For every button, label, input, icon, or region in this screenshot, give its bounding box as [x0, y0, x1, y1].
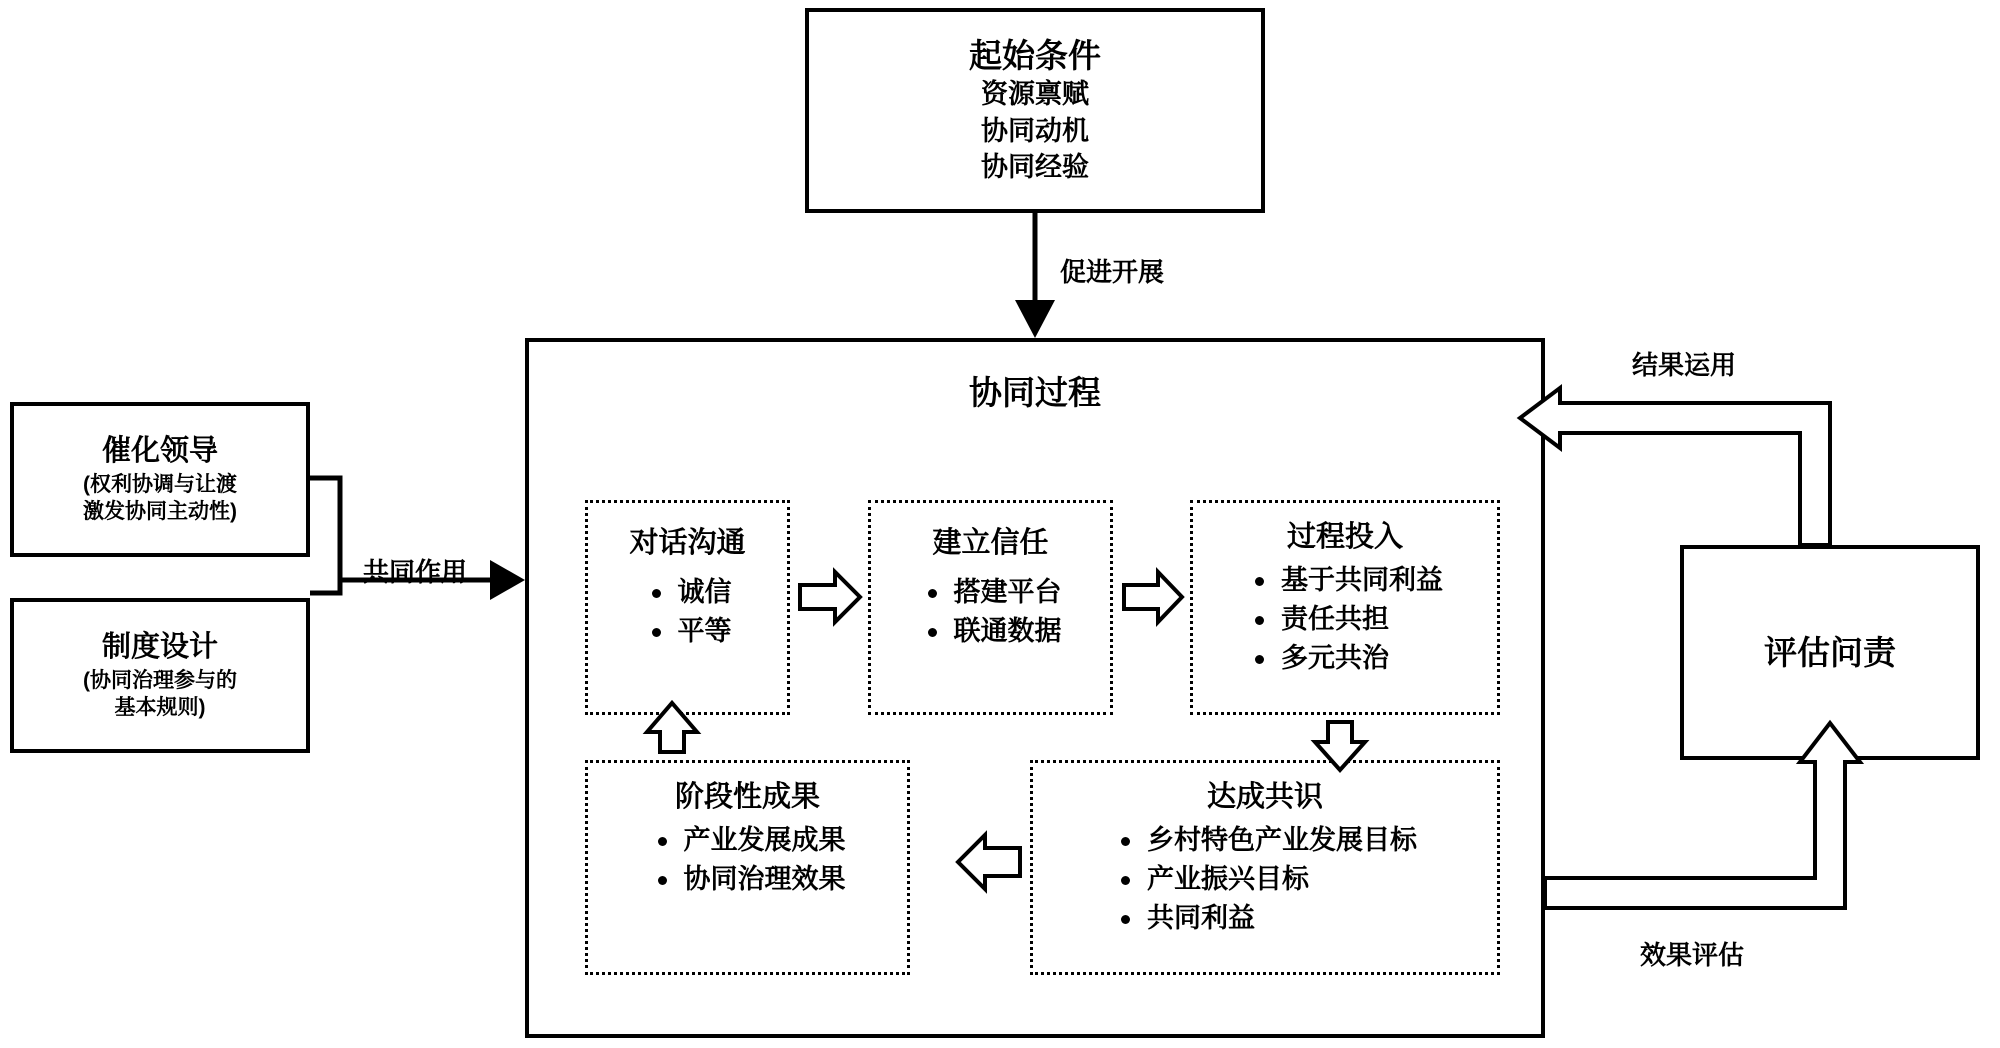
start-condition-line-3: 协同经验	[981, 152, 1089, 183]
catalytic-leadership-note-1: (权利协调与让渡	[83, 473, 237, 497]
node-input-item-3: 多元共治	[1247, 639, 1443, 678]
start-condition-box	[805, 8, 1265, 213]
node-reach-consensus	[1030, 760, 1500, 975]
institutional-design-heading: 制度设计	[101, 631, 218, 664]
node-consensus-item-3: 共同利益	[1113, 899, 1417, 938]
institutional-design-note-1: (协同治理参与的	[83, 669, 237, 693]
catalytic-leadership-box	[10, 402, 310, 557]
catalytic-leadership-note-2: 激发协同主动性)	[83, 500, 237, 524]
node-input-item-2: 责任共担	[1247, 600, 1443, 639]
institutional-design-note-2: 基本规则)	[114, 696, 206, 720]
node-consensus-title: 达成共识	[1206, 781, 1323, 813]
catalytic-leadership-heading: 催化领导	[101, 435, 218, 468]
node-input-title: 过程投入	[1286, 521, 1403, 553]
node-phased-results	[585, 760, 910, 975]
arrow-start-to-process	[1015, 213, 1055, 338]
label-result-use: 结果运用	[1632, 350, 1737, 380]
node-results-item-2: 协同治理效果	[650, 860, 846, 899]
node-results-item-1: 产业发展成果	[650, 821, 846, 860]
evaluation-accountability-heading: 评估问责	[1764, 633, 1896, 671]
node-consensus-item-2: 产业振兴目标	[1113, 860, 1417, 899]
label-start-to-process: 促进开展	[1060, 257, 1165, 287]
node-consensus-item-1: 乡村特色产业发展目标	[1113, 821, 1417, 860]
node-trust-title: 建立信任	[932, 527, 1049, 559]
institutional-design-box	[10, 598, 310, 753]
node-dialogue-title: 对话沟通	[629, 527, 746, 559]
node-dialogue-item-2: 平等	[644, 612, 732, 651]
node-dialogue-communication	[585, 500, 790, 715]
node-input-item-1: 基于共同利益	[1247, 561, 1443, 600]
start-condition-line-1: 资源禀赋	[981, 79, 1089, 110]
node-process-input	[1190, 500, 1500, 715]
node-trust-item-1: 搭建平台	[920, 573, 1062, 612]
label-effect-eval: 效果评估	[1640, 940, 1745, 970]
collaboration-process-heading: 协同过程	[969, 374, 1101, 411]
arrow-evaluation-to-process	[1520, 388, 1830, 545]
evaluation-accountability-box	[1680, 545, 1980, 760]
label-left-to-process: 共同作用	[363, 557, 468, 587]
node-build-trust	[868, 500, 1113, 715]
node-results-title: 阶段性成果	[674, 781, 820, 813]
node-dialogue-item-1: 诚信	[644, 573, 732, 612]
node-trust-item-2: 联通数据	[920, 612, 1062, 651]
start-condition-heading: 起始条件	[969, 37, 1101, 75]
start-condition-line-2: 协同动机	[981, 115, 1089, 146]
